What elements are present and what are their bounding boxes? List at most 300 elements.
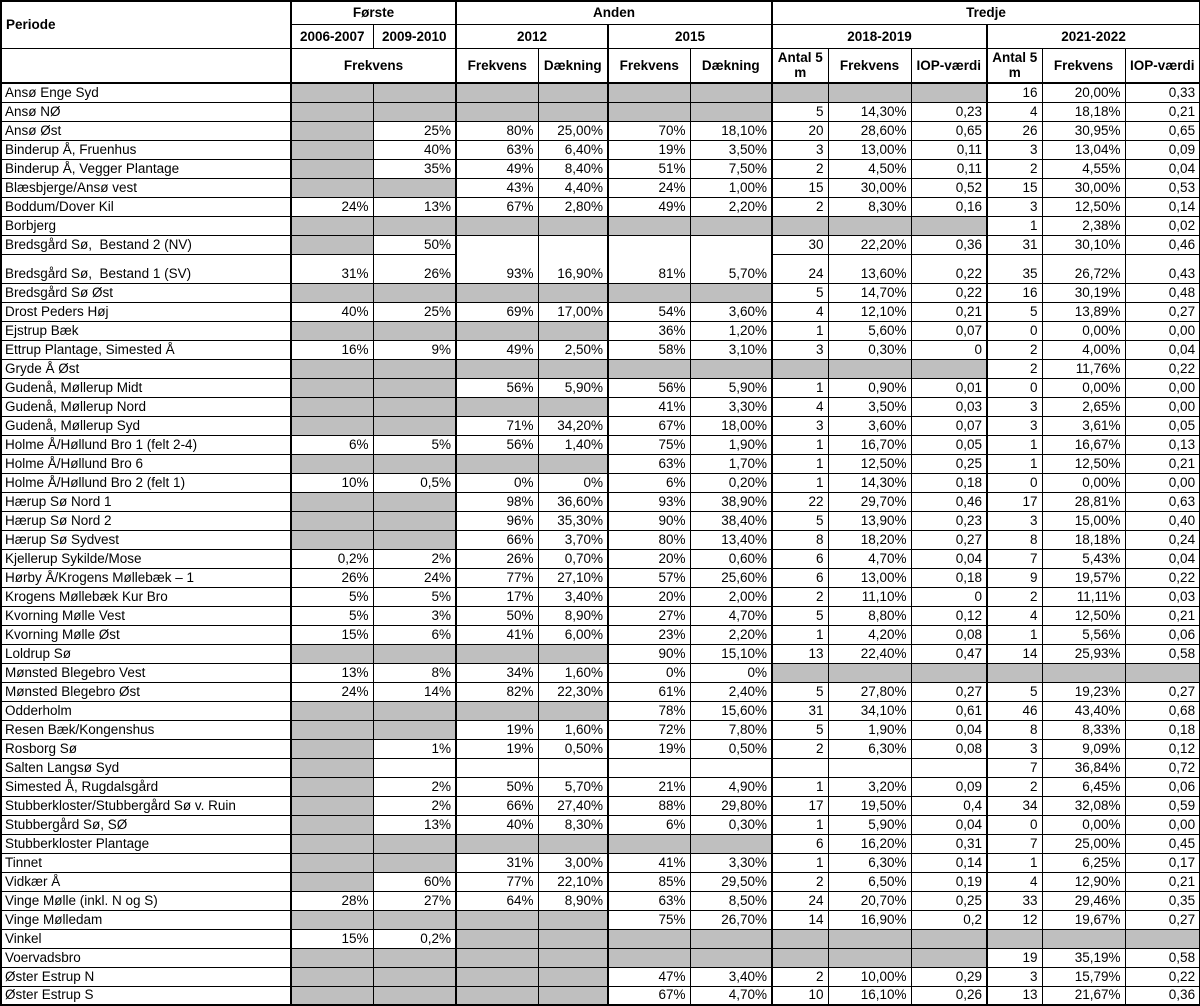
site-name-cell: Kjellerup Sykilde/Mose [1, 549, 291, 568]
data-cell: 93% [608, 492, 690, 511]
data-cell [538, 929, 608, 948]
data-cell: 0,27 [911, 530, 987, 549]
data-cell: 4 [772, 302, 828, 321]
data-cell: 0,12 [911, 606, 987, 625]
data-cell: 26 [987, 121, 1042, 140]
data-cell: 17 [987, 492, 1042, 511]
data-cell: 0,00 [1125, 321, 1200, 340]
data-cell: 0,05 [1125, 416, 1200, 435]
data-cell: 29,70% [828, 492, 911, 511]
table-row [1, 644, 1200, 663]
data-cell: 0 [987, 473, 1042, 492]
site-name-cell: Blæsbjerge/Ansø vest [1, 178, 291, 197]
data-cell: 0,00 [1125, 397, 1200, 416]
data-cell [772, 359, 828, 378]
data-cell [608, 948, 690, 967]
data-cell [291, 967, 373, 986]
table-row [1, 216, 1200, 235]
site-name-cell: Bredsgård Sø Øst [1, 283, 291, 302]
site-name-cell: Odderholm [1, 701, 291, 720]
data-cell: 18,18% [1042, 102, 1125, 121]
data-cell [291, 796, 373, 815]
data-cell: 24% [373, 568, 456, 587]
data-cell: 51% [608, 159, 690, 178]
data-cell: 6,30% [828, 739, 911, 758]
data-cell: 30,10% [1042, 235, 1125, 254]
site-name-cell: Ejstrup Bæk [1, 321, 291, 340]
data-cell [373, 834, 456, 853]
data-cell: 47% [608, 967, 690, 986]
data-cell: 11,10% [828, 587, 911, 606]
data-cell [291, 159, 373, 178]
group-header-2: Anden [456, 1, 772, 24]
data-cell [828, 216, 911, 235]
data-cell [828, 359, 911, 378]
table-row [1, 568, 1200, 587]
data-cell: 12,90% [1042, 872, 1125, 891]
data-cell: 1% [373, 739, 456, 758]
site-name-cell: Mønsted Blegebro Øst [1, 682, 291, 701]
data-cell: 5 [772, 682, 828, 701]
data-cell [373, 720, 456, 739]
data-cell: 49% [456, 159, 538, 178]
data-cell [456, 834, 538, 853]
site-name-cell: Øster Estrup S [1, 986, 291, 1005]
data-cell: 16,90% [828, 910, 911, 929]
measure-header-9: Antal 5 m [987, 48, 1042, 83]
data-cell: 0% [456, 473, 538, 492]
data-cell: 0,24 [1125, 530, 1200, 549]
data-cell: 3,50% [828, 397, 911, 416]
data-cell: 1 [772, 454, 828, 473]
data-cell: 0,43 [1125, 254, 1200, 283]
data-cell: 0,17 [1125, 853, 1200, 872]
table-row [1, 416, 1200, 435]
data-cell [291, 397, 373, 416]
data-cell: 5,70% [690, 254, 772, 283]
data-cell: 8,50% [690, 891, 772, 910]
table-row [1, 739, 1200, 758]
data-cell: 11,11% [1042, 587, 1125, 606]
data-cell: 0,60% [690, 549, 772, 568]
site-name-cell: Gryde Å Øst [1, 359, 291, 378]
data-cell [373, 416, 456, 435]
data-cell [456, 235, 538, 254]
data-cell [373, 986, 456, 1005]
data-cell: 12,10% [828, 302, 911, 321]
data-cell: 0,58 [1125, 644, 1200, 663]
data-cell: 0,06 [1125, 777, 1200, 796]
data-cell: 5,60% [828, 321, 911, 340]
data-cell: 34 [987, 796, 1042, 815]
data-cell: 0,46 [1125, 235, 1200, 254]
data-cell: 21% [608, 777, 690, 796]
data-cell: 4 [772, 397, 828, 416]
data-cell [373, 454, 456, 473]
data-cell: 41% [608, 397, 690, 416]
data-cell: 41% [456, 625, 538, 644]
site-name-cell: Holme Å/Høllund Bro 2 (felt 1) [1, 473, 291, 492]
data-cell: 16,70% [828, 435, 911, 454]
data-cell: 1 [987, 853, 1042, 872]
data-cell [373, 701, 456, 720]
data-cell: 3,40% [690, 967, 772, 986]
table-row [1, 967, 1200, 986]
data-cell: 5,90% [690, 378, 772, 397]
data-cell [291, 948, 373, 967]
data-cell: 10% [291, 473, 373, 492]
data-cell: 0 [911, 340, 987, 359]
data-cell: 17% [456, 587, 538, 606]
site-name-cell: Rosborg Sø [1, 739, 291, 758]
data-cell [373, 283, 456, 302]
table-row [1, 254, 1200, 283]
data-cell: 75% [608, 910, 690, 929]
data-cell: 1,90% [828, 720, 911, 739]
data-cell: 3,40% [538, 587, 608, 606]
data-cell: 6,40% [538, 140, 608, 159]
data-cell: 1 [987, 435, 1042, 454]
data-cell [456, 321, 538, 340]
data-cell: 0,27 [1125, 910, 1200, 929]
data-cell [373, 948, 456, 967]
data-cell: 26,72% [1042, 254, 1125, 283]
data-cell: 31% [456, 853, 538, 872]
data-cell: 63% [608, 891, 690, 910]
site-name-cell: Mønsted Blegebro Vest [1, 663, 291, 682]
data-cell: 6,00% [538, 625, 608, 644]
data-cell: 19,57% [1042, 568, 1125, 587]
data-cell: 0,59 [1125, 796, 1200, 815]
table-row [1, 834, 1200, 853]
data-cell [538, 397, 608, 416]
table-row [1, 511, 1200, 530]
data-cell: 25,00% [538, 121, 608, 140]
data-cell: 24 [772, 254, 828, 283]
data-cell: 27% [608, 606, 690, 625]
data-cell: 13,90% [828, 511, 911, 530]
data-cell: 77% [456, 872, 538, 891]
data-cell: 5% [373, 435, 456, 454]
data-cell: 4,90% [690, 777, 772, 796]
data-cell: 13,40% [690, 530, 772, 549]
data-cell [911, 663, 987, 682]
data-cell: 19% [608, 140, 690, 159]
data-cell: 2% [373, 796, 456, 815]
table-row [1, 121, 1200, 140]
data-cell: 5,56% [1042, 625, 1125, 644]
data-cell: 0,45 [1125, 834, 1200, 853]
data-cell: 0,48 [1125, 283, 1200, 302]
data-cell: 0,04 [1125, 549, 1200, 568]
data-cell [373, 216, 456, 235]
data-cell: 0,11 [911, 140, 987, 159]
data-cell [690, 834, 772, 853]
data-cell: 61% [608, 682, 690, 701]
data-cell: 0,61 [911, 701, 987, 720]
site-name-cell: Ettrup Plantage, Simested Å [1, 340, 291, 359]
data-cell [291, 739, 373, 758]
data-cell: 36,60% [538, 492, 608, 511]
data-cell [373, 83, 456, 102]
data-cell: 24% [291, 197, 373, 216]
data-cell: 2 [772, 197, 828, 216]
table-row [1, 340, 1200, 359]
table-row [1, 815, 1200, 834]
data-cell: 5 [772, 720, 828, 739]
data-cell: 0,46 [911, 492, 987, 511]
data-cell [291, 815, 373, 834]
table-row [1, 663, 1200, 682]
data-cell: 3 [772, 140, 828, 159]
data-cell: 2 [987, 340, 1042, 359]
data-cell [772, 83, 828, 102]
data-cell: 29,50% [690, 872, 772, 891]
data-cell: 8 [987, 720, 1042, 739]
data-cell [291, 834, 373, 853]
site-name-cell: Hærup Sø Nord 2 [1, 511, 291, 530]
data-cell: 2 [772, 967, 828, 986]
data-cell: 8 [987, 530, 1042, 549]
data-cell: 0% [690, 663, 772, 682]
data-cell: 40% [291, 302, 373, 321]
data-cell: 19% [608, 739, 690, 758]
data-cell: 1,60% [538, 663, 608, 682]
data-cell: 6 [772, 549, 828, 568]
data-cell: 6,45% [1042, 777, 1125, 796]
data-cell: 4 [987, 872, 1042, 891]
data-cell [373, 967, 456, 986]
data-cell [538, 701, 608, 720]
data-cell: 19 [987, 948, 1042, 967]
data-cell: 0,72 [1125, 758, 1200, 777]
data-cell [608, 929, 690, 948]
data-cell: 2 [772, 587, 828, 606]
data-cell [291, 102, 373, 121]
site-name-cell: Vinkel [1, 929, 291, 948]
data-cell: 20% [608, 587, 690, 606]
data-cell: 0,11 [911, 159, 987, 178]
data-cell: 0,25 [911, 454, 987, 473]
data-cell: 5,90% [828, 815, 911, 834]
data-cell: 0,23 [911, 511, 987, 530]
data-cell: 0,50% [690, 739, 772, 758]
data-cell: 0,2% [373, 929, 456, 948]
data-cell [538, 359, 608, 378]
data-cell [291, 216, 373, 235]
data-cell [291, 720, 373, 739]
data-cell [456, 397, 538, 416]
data-cell: 1 [987, 625, 1042, 644]
data-cell [291, 511, 373, 530]
data-cell: 0 [987, 378, 1042, 397]
data-cell: 81% [608, 254, 690, 283]
data-cell: 36% [608, 321, 690, 340]
table-row [1, 454, 1200, 473]
data-cell: 38,40% [690, 511, 772, 530]
data-cell: 3,10% [690, 340, 772, 359]
data-cell: 4,40% [538, 178, 608, 197]
data-cell [291, 492, 373, 511]
data-cell: 15 [987, 178, 1042, 197]
data-cell [373, 853, 456, 872]
table-row [1, 720, 1200, 739]
data-cell [538, 644, 608, 663]
data-cell: 6% [608, 473, 690, 492]
site-name-cell: Simested Å, Rugdalsgård [1, 777, 291, 796]
data-cell: 13,60% [828, 254, 911, 283]
data-cell: 0,04 [911, 720, 987, 739]
data-cell: 1,90% [690, 435, 772, 454]
data-cell: 30,95% [1042, 121, 1125, 140]
data-cell: 1,40% [538, 435, 608, 454]
data-cell: 16,90% [538, 254, 608, 283]
data-cell [608, 283, 690, 302]
data-cell [828, 929, 911, 948]
data-cell: 0,36 [1125, 986, 1200, 1005]
data-cell [373, 321, 456, 340]
data-cell: 50% [373, 235, 456, 254]
data-cell: 13% [373, 197, 456, 216]
data-cell: 8,40% [538, 159, 608, 178]
data-cell: 0,14 [1125, 197, 1200, 216]
data-cell: 10 [772, 986, 828, 1005]
data-cell: 98% [456, 492, 538, 511]
data-cell [690, 83, 772, 102]
data-cell: 0,2 [911, 910, 987, 929]
data-cell: 78% [608, 701, 690, 720]
data-cell: 22,10% [538, 872, 608, 891]
table-row [1, 83, 1200, 102]
site-name-cell: Bredsgård Sø, Bestand 2 (NV) [1, 235, 291, 254]
data-cell: 4 [987, 102, 1042, 121]
data-cell: 26% [373, 254, 456, 283]
data-cell: 96% [456, 511, 538, 530]
site-name-cell: Holme Å/Høllund Bro 6 [1, 454, 291, 473]
data-cell: 0,22 [1125, 359, 1200, 378]
table-row [1, 587, 1200, 606]
site-name-cell: Drost Peders Høj [1, 302, 291, 321]
data-cell: 7,50% [690, 159, 772, 178]
data-cell: 0,00% [1042, 378, 1125, 397]
table-row [1, 283, 1200, 302]
table-row [1, 197, 1200, 216]
data-cell: 66% [456, 796, 538, 815]
data-cell [911, 948, 987, 967]
table-row [1, 140, 1200, 159]
data-cell: 0,00 [1125, 815, 1200, 834]
data-cell [291, 910, 373, 929]
measure-spacer [1, 48, 291, 83]
data-cell: 20,00% [1042, 83, 1125, 102]
data-cell: 5,70% [538, 777, 608, 796]
data-cell: 12,50% [1042, 197, 1125, 216]
data-cell: 22,20% [828, 235, 911, 254]
data-cell [538, 758, 608, 777]
data-cell: 8,33% [1042, 720, 1125, 739]
data-cell [538, 235, 608, 254]
period-header-1: 2006-2007 [291, 24, 373, 48]
data-cell [608, 102, 690, 121]
data-cell: 3,60% [690, 302, 772, 321]
data-cell: 0,65 [911, 121, 987, 140]
data-cell: 40% [373, 140, 456, 159]
data-cell [456, 967, 538, 986]
site-name-cell: Loldrup Sø [1, 644, 291, 663]
data-cell [373, 492, 456, 511]
data-cell: 2,00% [690, 587, 772, 606]
data-cell: 26% [456, 549, 538, 568]
data-cell: 3% [373, 606, 456, 625]
data-cell: 3 [987, 511, 1042, 530]
data-cell: 40% [456, 815, 538, 834]
data-cell: 0,00 [1125, 473, 1200, 492]
site-name-cell: Hærup Sø Nord 1 [1, 492, 291, 511]
data-cell: 24% [291, 682, 373, 701]
table-row [1, 549, 1200, 568]
measure-header-11: IOP-værdi [1125, 48, 1200, 83]
table-row [1, 625, 1200, 644]
table-row [1, 435, 1200, 454]
data-cell: 8% [373, 663, 456, 682]
data-cell [456, 986, 538, 1005]
data-cell: 16,67% [1042, 435, 1125, 454]
table-row [1, 891, 1200, 910]
data-cell: 25,60% [690, 568, 772, 587]
data-cell [772, 758, 828, 777]
data-cell: 2,50% [538, 340, 608, 359]
data-cell: 85% [608, 872, 690, 891]
data-cell [291, 83, 373, 102]
period-header-3: 2012 [456, 24, 608, 48]
data-cell [1042, 663, 1125, 682]
data-cell [911, 758, 987, 777]
data-cell [373, 359, 456, 378]
site-name-cell: Vinge Mølle (inkl. N og S) [1, 891, 291, 910]
data-cell [291, 140, 373, 159]
site-name-cell: Binderup Å, Fruenhus [1, 140, 291, 159]
table-row [1, 235, 1200, 254]
data-cell [828, 663, 911, 682]
data-cell: 12 [987, 910, 1042, 929]
measure-header-6: Antal 5 m [772, 48, 828, 83]
data-cell: 25% [373, 121, 456, 140]
data-cell: 0,09 [911, 777, 987, 796]
data-cell: 14 [772, 910, 828, 929]
data-cell: 27,40% [538, 796, 608, 815]
data-cell: 0,03 [1125, 587, 1200, 606]
data-cell: 33 [987, 891, 1042, 910]
data-cell [291, 872, 373, 891]
data-cell: 0,50% [538, 739, 608, 758]
data-cell: 0,63 [1125, 492, 1200, 511]
data-cell: 3,61% [1042, 416, 1125, 435]
data-cell [538, 986, 608, 1005]
data-cell: 14 [987, 644, 1042, 663]
data-cell: 0,18 [1125, 720, 1200, 739]
data-cell: 69% [456, 302, 538, 321]
data-cell [373, 910, 456, 929]
data-cell: 6 [772, 568, 828, 587]
data-cell: 13 [987, 986, 1042, 1005]
data-cell [690, 359, 772, 378]
data-cell: 0,21 [1125, 454, 1200, 473]
site-name-cell: Holme Å/Høllund Bro 1 (felt 2-4) [1, 435, 291, 454]
data-cell: 4,20% [828, 625, 911, 644]
data-cell: 12,50% [828, 454, 911, 473]
data-cell [456, 910, 538, 929]
data-cell: 2,20% [690, 625, 772, 644]
